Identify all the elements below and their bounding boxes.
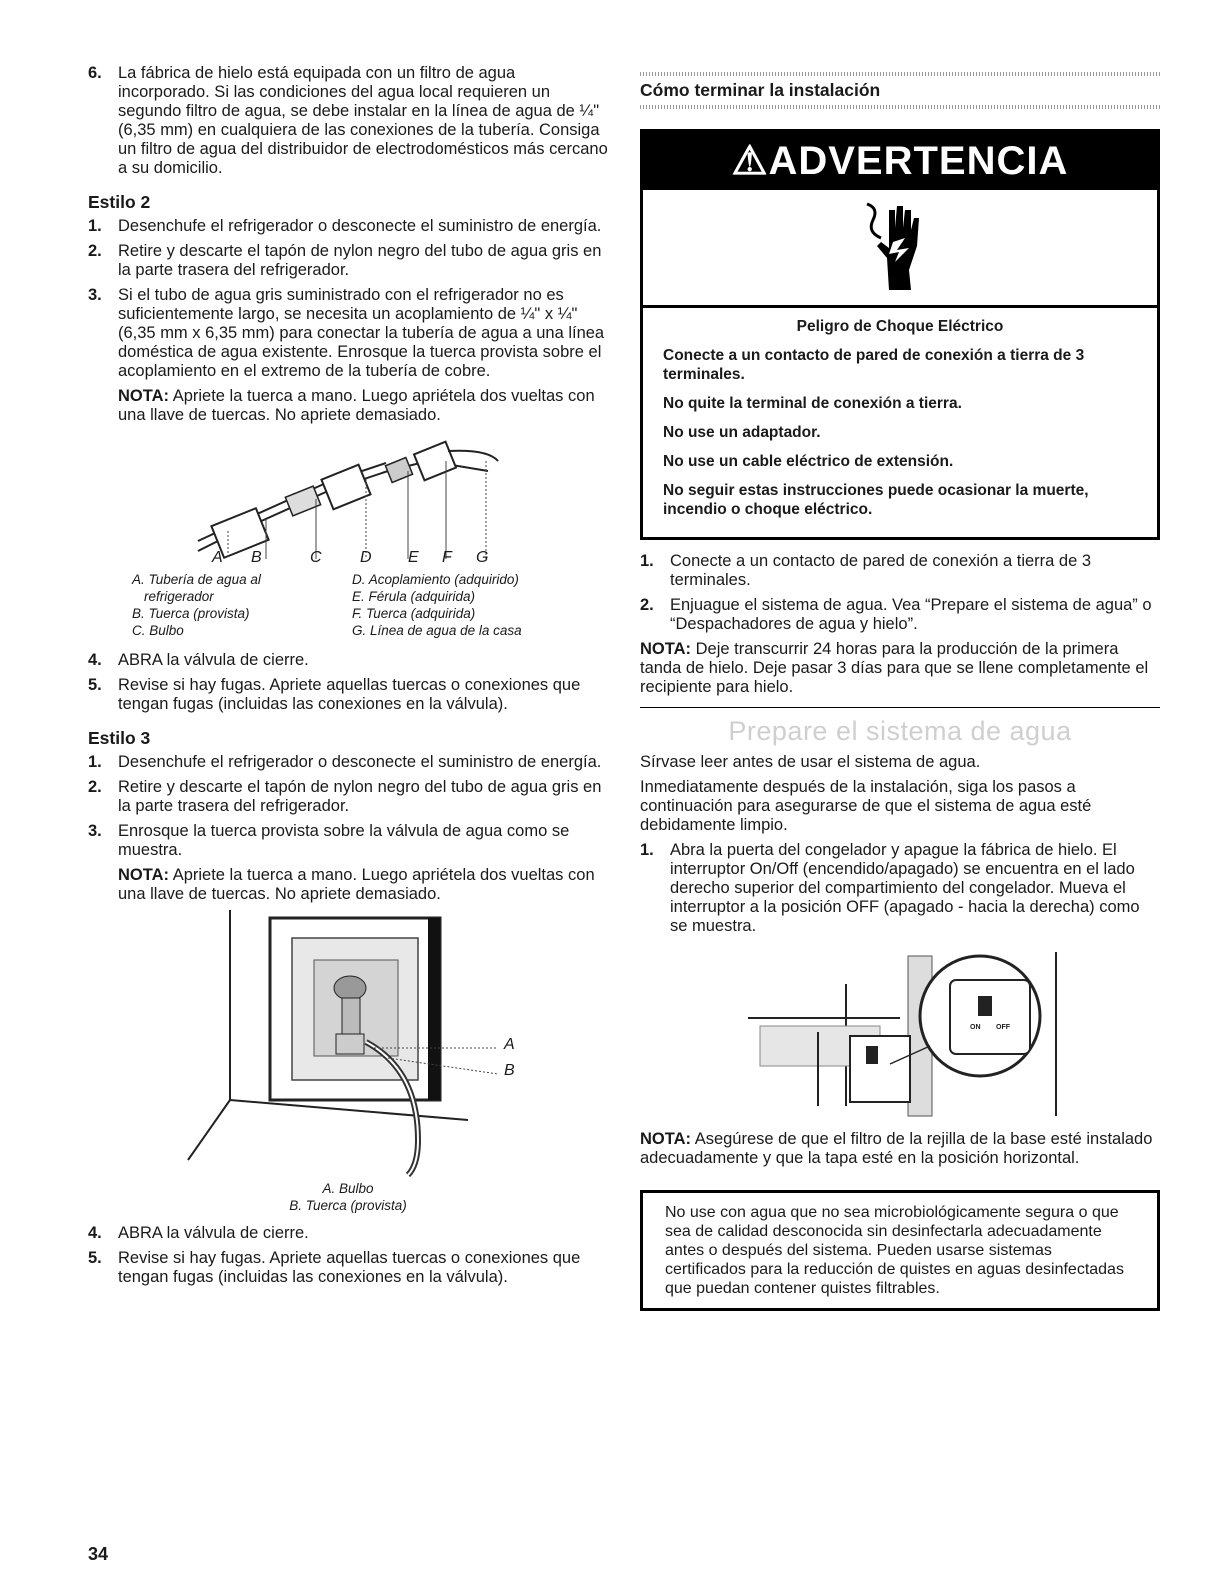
nota-label: NOTA: [640, 1130, 692, 1148]
estilo3-heading: Estilo 3 [88, 728, 151, 748]
nota-text: Apriete la tuerca a mano. Luego apriétela dos vueltas con una llave de tuercas. No apriete demasiado. [118, 387, 595, 424]
step-text: ABRA la válvula de cierre. [118, 651, 309, 669]
nota-text: Asegúrese de que el filtro de la rejilla de la base esté instalado adecuadamente y que la tapa esté en la posición horizontal. [640, 1130, 1153, 1167]
estilo2-heading: Estilo 2 [88, 192, 151, 212]
step-text: ABRA la válvula de cierre. [118, 1224, 309, 1242]
estilo2-nota [118, 387, 608, 425]
install-nota [640, 640, 1160, 697]
step-number: 3. [88, 822, 102, 840]
warning-line: No quite la terminal de conexión a tierra. [663, 395, 962, 412]
caption: refrigerador [144, 589, 214, 604]
section-title-prepare: Prepare el sistema de agua [728, 716, 1072, 746]
warning-header [643, 132, 1157, 190]
estilo2-step-5 [88, 676, 608, 714]
fig-letter-c: C [310, 549, 322, 566]
step-number: 1. [88, 753, 102, 771]
estilo2-step-3 [88, 286, 608, 381]
water-safety-text: No use con agua que no sea microbiológicamente segura o que sea de calidad desconocida sin desinfectarla adecuadamente antes o después del sistema. Pueden usarse sistemas certificados para la reducción de quistes en aguas desinfectadas que puedan contener quistes filtrables. [665, 1204, 1124, 1297]
caption: D. Acoplamiento (adquirido) [352, 572, 519, 587]
valve-box-illustration [88, 910, 608, 1180]
step-number: 4. [88, 651, 102, 669]
step-text: Revise si hay fugas. Apriete aquellas tuercas o conexiones que tengan fugas (incluidas las conexiones en la válvula). [118, 1249, 581, 1286]
hatch-divider [640, 105, 1160, 109]
estilo3-step-3 [88, 822, 608, 860]
paragraph: Inmediatamente después de la instalación, siga los pasos a continuación para asegurarse de que el sistema de agua esté debidamente limpio. [640, 778, 1092, 834]
caption: A. Tubería de agua al [132, 572, 261, 587]
estilo3-step-1 [88, 753, 608, 772]
valve-box-drawing [88, 910, 608, 1180]
step-text: Abra la puerta del congelador y apague la fábrica de hielo. El interruptor On/Off (encendido/apagado) se encuentra en el lado derecho superior del compartimiento del congelador. Mueva el interruptor a la posición OFF (apagado - hacia la derecha) como se muestra. [670, 841, 1140, 935]
fig-letter-a: A [212, 549, 223, 566]
step-number: 2. [640, 596, 654, 614]
step-6 [88, 64, 608, 178]
warning-heading: ADVERTENCIA [768, 139, 1069, 183]
nota-label: NOTA: [118, 387, 170, 405]
left-column [88, 64, 608, 1293]
step-text: Conecte a un contacto de pared de conexión a tierra de 3 terminales. [670, 552, 1092, 589]
captions-left-col [132, 571, 352, 639]
fig-letter-e: E [408, 549, 419, 566]
nota-label: NOTA: [118, 866, 170, 884]
nota-text: Deje transcurrir 24 horas para la producción de la primera tanda de hielo. Deje pasar 3 días para que se llene completamente el recipiente para hielo. [640, 640, 1149, 696]
step-number: 6. [88, 64, 102, 82]
ice-maker-drawing [640, 946, 1160, 1126]
prepare-step-1 [640, 841, 1160, 936]
warning-triangle-icon: ⚠ [731, 139, 769, 183]
warning-subtitle: Peligro de Choque Eléctrico [796, 318, 1004, 335]
estilo2-step-1 [88, 217, 608, 236]
switch-on-label: ON [970, 1024, 981, 1031]
warning-line: No use un adaptador. [663, 424, 821, 441]
step-text: Retire y descarte el tapón de nylon negro del tubo de agua gris en la parte trasera del refrigerador. [118, 778, 602, 815]
electric-shock-hand-icon [859, 198, 939, 298]
step-text: Desenchufe el refrigerador o desconecte el suministro de energía. [118, 217, 602, 235]
switch-off-label: OFF [996, 1024, 1010, 1031]
page-number: 34 [88, 1544, 109, 1564]
estilo2-step-2 [88, 242, 608, 280]
step-number: 1. [88, 217, 102, 235]
fitting-illustration [88, 431, 608, 571]
warning-line: No seguir estas instrucciones puede ocasionar la muerte, incendio o choque eléctrico. [663, 482, 1089, 518]
right-column [640, 72, 1160, 1311]
estilo3-step-5 [88, 1249, 608, 1287]
step-number: 2. [88, 242, 102, 260]
caption: E. Férula (adquirida) [352, 589, 476, 604]
captions-right-col [352, 571, 522, 639]
hatch-divider [640, 72, 1160, 76]
warning-line: No use un cable eléctrico de extensión. [663, 453, 954, 470]
step-number: 1. [640, 552, 654, 570]
caption: C. Bulbo [132, 623, 184, 638]
fig-letter-d: D [360, 549, 372, 566]
valve-captions [88, 1180, 608, 1214]
step-text: Si el tubo de agua gris suministrado con el refrigerador no es suficientemente largo, se necesita un acoplamiento de ¼" x ¼" (6,35 mm x 6,35 mm) para conectar la tubería de agua a una línea doméstica de agua existente. Enrosque la tuerca provista sobre el acoplamiento en el extremo de la tubería de cobre. [118, 286, 605, 380]
estilo2-step-4 [88, 651, 608, 670]
fig-letter-g: G [476, 549, 489, 566]
fig-letter-a: A [504, 1036, 515, 1053]
step-text: Enrosque la tuerca provista sobre la válvula de agua como se muestra. [118, 822, 570, 859]
step-text: Retire y descarte el tapón de nylon negro del tubo de agua gris en la parte trasera del refrigerador. [118, 242, 602, 279]
warning-line: Conecte a un contacto de pared de conexión a tierra de 3 terminales. [663, 347, 1085, 383]
estilo3-step-4 [88, 1224, 608, 1243]
fitting-drawing [88, 431, 608, 571]
fig-letter-b: B [251, 549, 262, 566]
water-safety-box [640, 1190, 1160, 1311]
nota-text: Apriete la tuerca a mano. Luego apriétela dos vueltas con una llave de tuercas. No apriete demasiado. [118, 866, 595, 903]
install-step-1 [640, 552, 1160, 590]
paragraph: Sírvase leer antes de usar el sistema de agua. [640, 753, 981, 771]
warning-body [643, 308, 1157, 537]
warning-box [640, 129, 1160, 540]
nota-label: NOTA: [640, 640, 692, 658]
shock-icon-area [643, 190, 1157, 308]
fitting-captions [132, 571, 608, 639]
ice-maker-switch-illustration [640, 946, 1160, 1126]
install-step-2 [640, 596, 1160, 634]
fig-letter-b: B [504, 1062, 515, 1079]
prepare-nota [640, 1130, 1160, 1168]
fig-letter-f: F [442, 549, 452, 566]
caption: F. Tuerca (adquirida) [352, 606, 476, 621]
step-number: 1. [640, 841, 654, 859]
caption: A. Bulbo [322, 1181, 374, 1196]
step-text: Revise si hay fugas. Apriete aquellas tuercas o conexiones que tengan fugas (incluidas las conexiones en la válvula). [118, 676, 581, 713]
step-text: Enjuague el sistema de agua. Vea “Prepare el sistema de agua” o “Despachadores de agua y hielo”. [670, 596, 1152, 633]
caption: G. Línea de agua de la casa [352, 623, 522, 638]
estilo3-step-2 [88, 778, 608, 816]
step-text: La fábrica de hielo está equipada con un filtro de agua incorporado. Si las condiciones del agua local requieren un segundo filtro de agua, se debe instalar en la línea de agua de ¼" (6,35 mm) en cualquiera de las conexiones de la tubería. Consiga un filtro de agua del distribuidor de electrodomésticos más cercano a su domicilio. [118, 64, 608, 177]
step-number: 2. [88, 778, 102, 796]
section-rule [640, 707, 1160, 708]
section-title-instalacion: Cómo terminar la instalación [640, 80, 881, 100]
step-number: 3. [88, 286, 102, 304]
step-number: 5. [88, 676, 102, 694]
caption: B. Tuerca (provista) [289, 1198, 407, 1213]
caption: B. Tuerca (provista) [132, 606, 250, 621]
step-text: Desenchufe el refrigerador o desconecte el suministro de energía. [118, 753, 602, 771]
step-number: 5. [88, 1249, 102, 1267]
step-number: 4. [88, 1224, 102, 1242]
estilo3-nota [118, 866, 608, 904]
